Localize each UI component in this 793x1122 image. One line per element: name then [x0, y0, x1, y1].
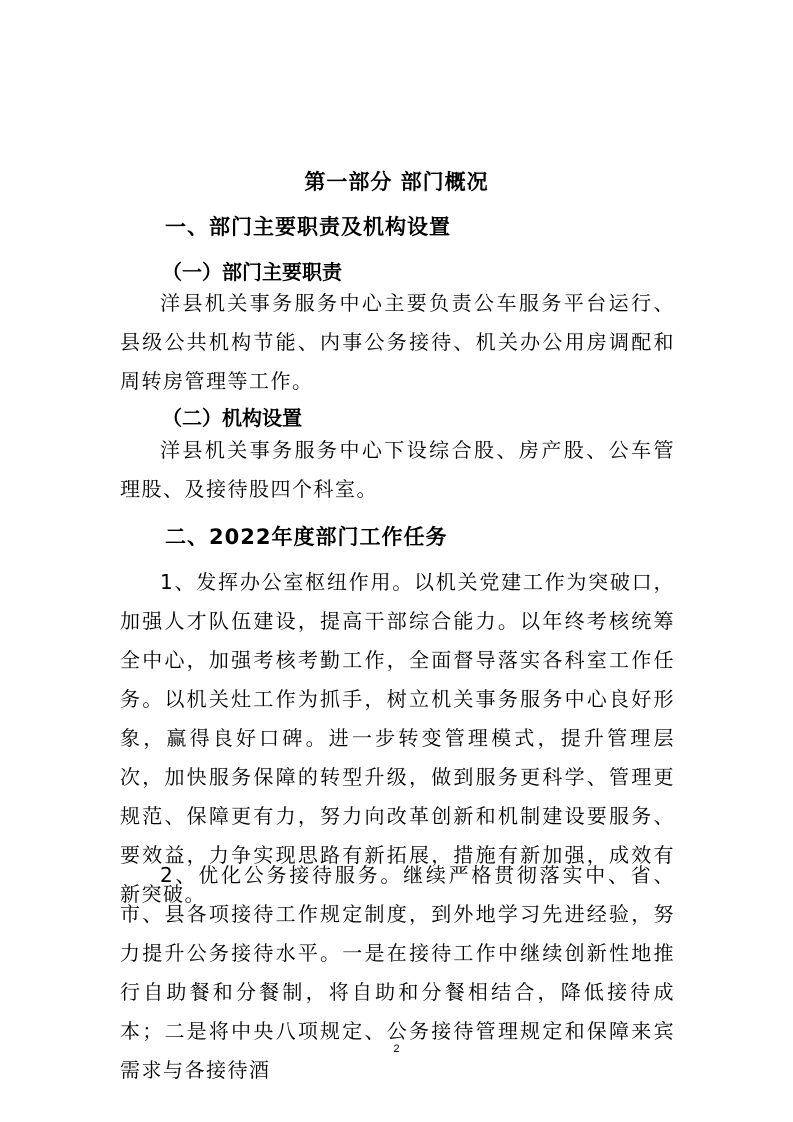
task-1-text: 以机关党建工作为突破口，加强人才队伍建设，提高干部综合能力。以年终考核统筹全中心，加强考核考勤工作，全面督导落实各科室工作任务。以机关灶工作为抓手，树立机关事务服务中心良好形象，赢得良好口碑。进一步转变管理模式，提升管理层次，加快服务保障的转型升级，做到服务更科学、管理更规范、保障更有力，努力向改革创新和机制建设要服务、要效益，力争实现思路有新拓展，措施有新加强，成效有新突破。: [120, 570, 675, 906]
subsection-heading-structure: （二）机构设置: [162, 406, 302, 430]
task-2-text: 继续严格贯彻落实中、省、市、县各项接待工作规定制度，到外地学习先进经验，努力提升公务接待水平。一是在接待工作中继续创新性地推行自助餐和分餐制，将自助和分餐相结合，降低接待成本；二是将中央八项规定、公务接待管理规定和保障来宾需求与各接待酒: [120, 863, 675, 1082]
part-title: 第一部分 部门概况: [304, 170, 489, 194]
page-number: 2: [393, 1043, 400, 1055]
task-2-lead: 2、优化公务接待服务。: [160, 863, 404, 887]
section-heading-2022-tasks: 二、2022年度部门工作任务: [165, 525, 448, 549]
paragraph-structure: 洋县机关事务服务中心下设综合股、房产股、公车管理股、及接待股四个科室。: [120, 438, 675, 501]
section-heading-duties-and-structure: 一、部门主要职责及机构设置: [165, 215, 451, 239]
task-1-lead: 1、发挥办公室枢纽作用。: [160, 570, 414, 594]
paragraph-main-duties: 洋县机关事务服务中心主要负责公车服务平台运行、县级公共机构节能、内事公务接待、机关办公用房调配和周转房管理等工作。: [120, 291, 675, 393]
subsection-heading-main-duties: （一）部门主要职责: [162, 260, 342, 284]
